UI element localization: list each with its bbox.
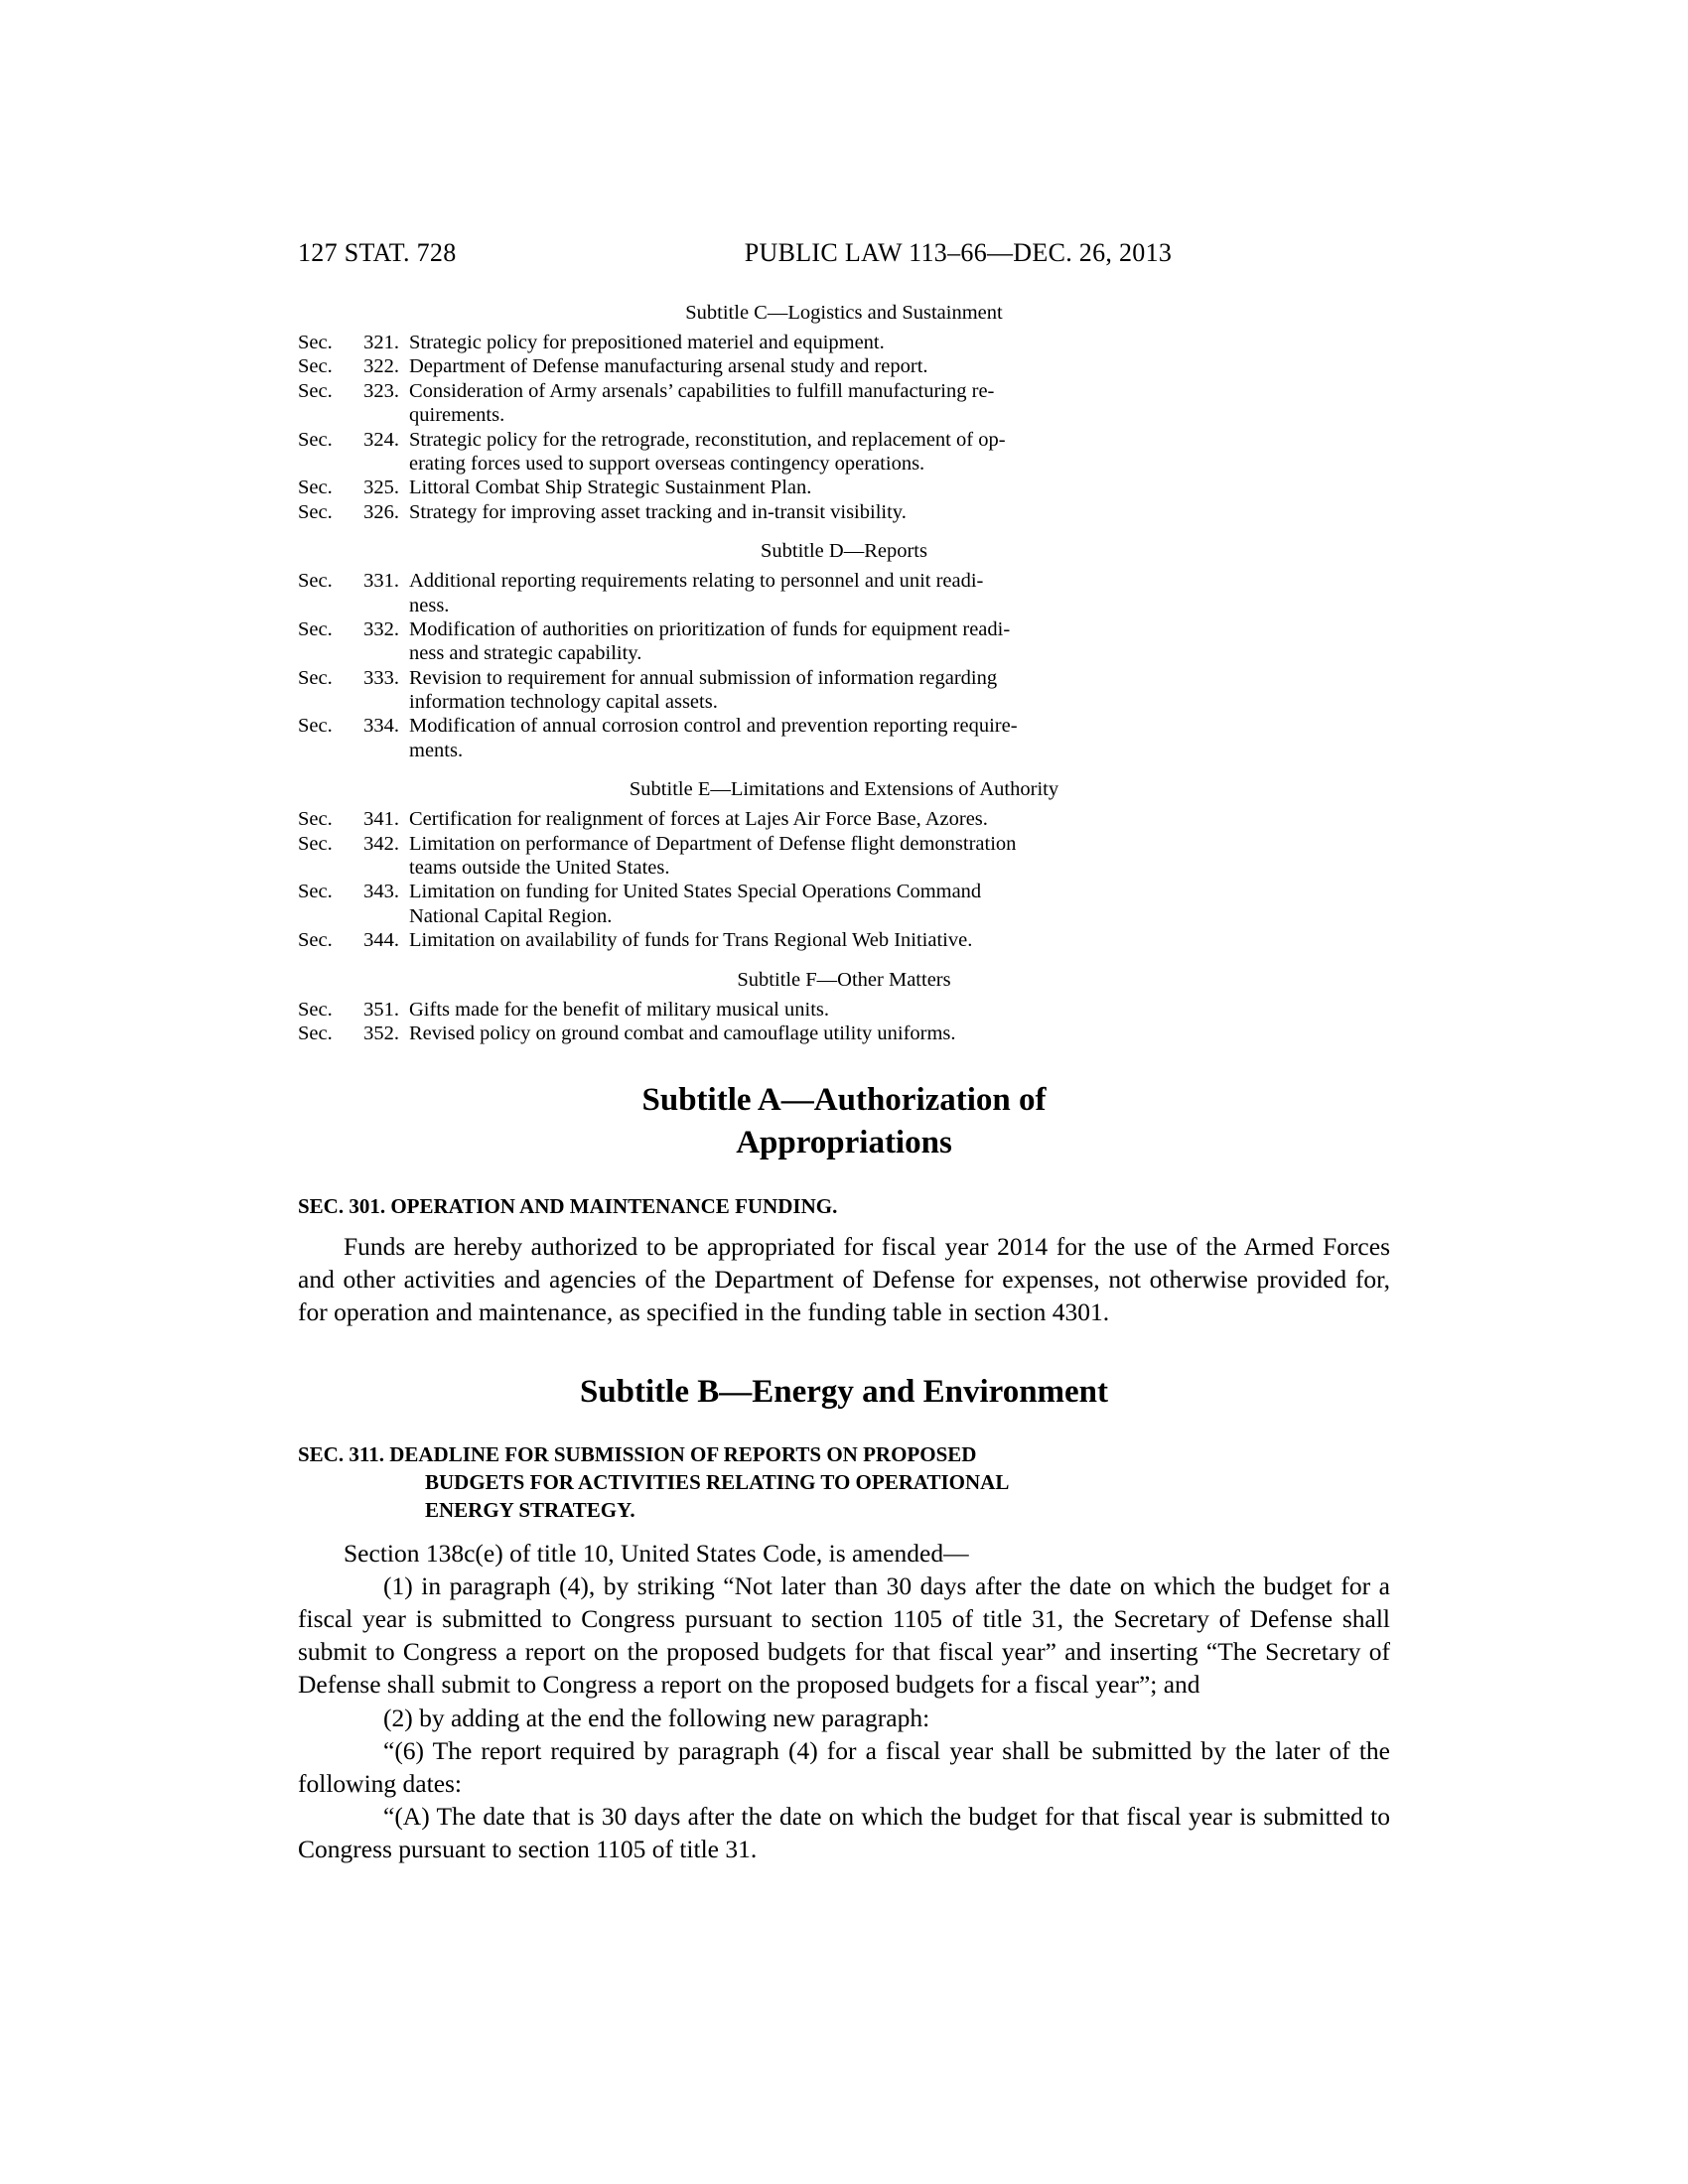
subtitle-a-heading <box>298 1079 1390 1162</box>
toc-entry-number: Sec. 326. <box>298 500 399 523</box>
section-311-paragraph-2: (2) by adding at the end the following new paragraph: <box>383 1703 930 1732</box>
toc-entry-text: Revised policy on ground combat and camouflage utility uniforms. <box>409 1022 956 1044</box>
toc-entry <box>298 1022 1390 1045</box>
toc-entry <box>298 569 1390 593</box>
toc-entry-number: Sec. 322. <box>298 355 399 378</box>
toc-entry <box>298 331 1390 354</box>
toc-entry <box>298 666 1390 690</box>
toc-entry-text: Modification of annual corrosion control and prevention reporting require- <box>409 715 1018 738</box>
section-301-heading: SEC. 301. OPERATION AND MAINTENANCE FUNDING. <box>298 1193 838 1218</box>
stat-number: 127 STAT. 728 <box>298 238 457 267</box>
section-311-heading-line2: BUDGETS FOR ACTIVITIES RELATING TO OPERATIONAL <box>425 1470 1010 1495</box>
toc-entry-text: Certification for realignment of forces at Lajes Air Force Base, Azores. <box>409 808 988 831</box>
toc-entry-text: Additional reporting requirements relating to personnel and unit readi- <box>409 570 984 593</box>
toc-entry-number: Sec. 325. <box>298 477 399 499</box>
toc-entry-text: Strategic policy for the retrograde, reconstitution, and replacement of op- <box>409 428 1006 451</box>
toc-list-subtitle-f <box>298 998 1390 1046</box>
toc-entry-continuation: ness. <box>409 594 450 616</box>
toc-entry-continuation: information technology capital assets. <box>409 691 718 714</box>
toc-entry-number: Sec. 344. <box>298 929 399 952</box>
toc-entry-text: Revision to requirement for annual submission of information regarding <box>409 666 998 689</box>
toc-entry-number: Sec. 342. <box>298 832 399 855</box>
toc-entry-number: Sec. 334. <box>298 715 399 738</box>
toc-list-subtitle-d <box>298 569 1390 762</box>
toc-entry <box>298 807 1390 831</box>
toc-entry <box>298 354 1390 378</box>
toc-entry <box>298 998 1390 1022</box>
toc-entry-continuation: erating forces used to support overseas contingency operations. <box>409 452 925 475</box>
toc-entry <box>298 714 1390 738</box>
toc-entry-continuation: quirements. <box>409 404 505 427</box>
toc-heading-subtitle-f: Subtitle F—Other Matters <box>737 968 951 991</box>
toc-entry-number: Sec. 331. <box>298 570 399 593</box>
toc-entry <box>298 617 1390 641</box>
toc-entry-continuation: ness and strategic capability. <box>409 642 642 665</box>
toc-list-subtitle-c <box>298 331 1390 524</box>
public-law-title: PUBLIC LAW 113–66—DEC. 26, 2013 <box>744 238 1173 267</box>
toc-entry-text: Strategic policy for prepositioned materiel and equipment. <box>409 332 885 353</box>
toc-entry-number: Sec. 333. <box>298 666 399 689</box>
toc-entry <box>298 880 1390 903</box>
section-301-body: Funds are hereby authorized to be appropriated for fiscal year 2014 for the use of the Armed Forces and other activities and agencies of the Department of Defense for expenses, not otherwise provided for, for operation and maintenance, as specified in the funding table in section 4301. <box>298 1232 1390 1327</box>
toc-entry-text: Limitation on availability of funds for Trans Regional Web Initiative. <box>409 929 973 952</box>
toc-heading-subtitle-c: Subtitle C—Logistics and Sustainment <box>685 302 1003 324</box>
toc-entry-number: Sec. 324. <box>298 428 399 451</box>
toc-entry <box>298 500 1390 524</box>
toc-entry-number: Sec. 323. <box>298 379 399 402</box>
section-311-paragraph-a: “(A) The date that is 30 days after the date on which the budget for that fiscal year is submitted to Congress pursuant to section 1105 of title 31. <box>298 1801 1390 1864</box>
toc-entry-continuation: ments. <box>409 739 464 761</box>
toc-entry-number: Sec. 343. <box>298 881 399 903</box>
subtitle-b-heading: Subtitle B—Energy and Environment <box>579 1373 1109 1410</box>
toc-entry-continuation: teams outside the United States. <box>409 857 670 880</box>
section-311-paragraph-6: “(6) The report required by paragraph (4) for a fiscal year shall be submitted by the later of the following dates: <box>298 1735 1390 1798</box>
toc-entry <box>298 428 1390 452</box>
toc-entry-text: Consideration of Army arsenals’ capabilities to fulfill manufacturing re- <box>409 379 995 402</box>
toc-entry-text: Gifts made for the benefit of military musical units. <box>409 998 829 1021</box>
section-311-heading-line1: SEC. 311. DEADLINE FOR SUBMISSION OF REPORTS ON PROPOSED <box>298 1441 977 1466</box>
section-311-heading-line3: ENERGY STRATEGY. <box>425 1498 635 1523</box>
toc-heading-subtitle-d: Subtitle D—Reports <box>761 540 927 563</box>
toc-entry-text: Littoral Combat Ship Strategic Sustainment Plan. <box>409 477 812 499</box>
subtitle-a-line2: Appropriations <box>736 1124 952 1160</box>
toc-entry <box>298 379 1390 403</box>
toc-entry-number: Sec. 321. <box>298 332 399 353</box>
toc-entry-text: Modification of authorities on prioritization of funds for equipment readi- <box>409 617 1011 640</box>
section-311-heading <box>298 1440 1390 1525</box>
toc-entry <box>298 832 1390 856</box>
subtitle-a-line1: Subtitle A—Authorization of <box>641 1082 1047 1119</box>
section-311-lead-paragraph: Section 138c(e) of title 10, United States Code, is amended— <box>344 1538 969 1568</box>
running-head <box>298 238 1390 268</box>
toc-entry-continuation: National Capital Region. <box>409 904 613 927</box>
toc-entry-number: Sec. 341. <box>298 808 399 831</box>
toc-entry <box>298 476 1390 499</box>
page-content <box>298 238 1390 1865</box>
toc-list-subtitle-e <box>298 807 1390 952</box>
toc-entry-number: Sec. 352. <box>298 1022 399 1044</box>
toc-entry-text: Strategy for improving asset tracking and in-transit visibility. <box>409 500 907 523</box>
toc-entry-text: Department of Defense manufacturing arsenal study and report. <box>409 355 928 378</box>
toc-heading-subtitle-e: Subtitle E—Limitations and Extensions of Authority <box>629 778 1059 801</box>
section-311-paragraph-1: (1) in paragraph (4), by striking “Not later than 30 days after the date on which the budget for a fiscal year is submitted to Congress pursuant to section 1105 of title 31, the Secretary of Defense shall submit to Congress a report on the proposed budgets for that fiscal year” and inserting “The Secretary of Defense shall submit to Congress a report on the proposed budgets for a fiscal year”; and <box>298 1570 1390 1700</box>
toc-entry-text: Limitation on funding for United States Special Operations Command <box>409 881 982 903</box>
toc-entry-number: Sec. 332. <box>298 617 399 640</box>
toc-entry-number: Sec. 351. <box>298 998 399 1021</box>
toc-entry <box>298 928 1390 952</box>
toc-entry-text: Limitation on performance of Department of Defense flight demonstration <box>409 832 1017 855</box>
